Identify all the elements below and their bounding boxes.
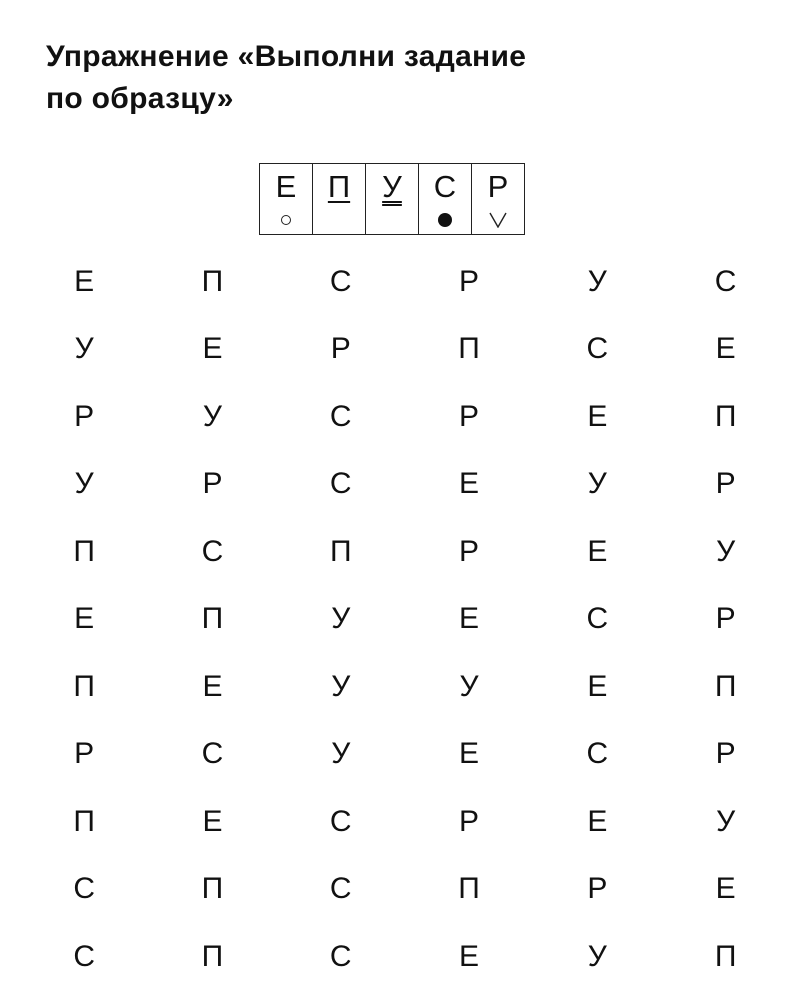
letter-grid [20,248,790,991]
key-letter: Е [275,169,297,204]
grid-letter[interactable]: П [201,602,224,636]
grid-letter[interactable]: С [714,264,737,298]
grid-letter[interactable]: У [331,737,351,771]
grid-letter[interactable]: Е [715,332,736,366]
grid-letter[interactable]: Е [459,939,480,973]
grid-letter[interactable]: С [73,939,95,973]
grid-letter[interactable]: Е [715,872,736,906]
grid-letter[interactable]: Р [330,332,351,366]
checkmark-icon [489,212,507,228]
grid-letter[interactable]: У [716,534,736,568]
sample-key-table [259,163,525,235]
grid-letter[interactable]: Е [74,264,95,298]
grid-letter[interactable]: С [201,737,224,771]
letter-row [20,451,790,519]
grid-letter[interactable]: П [73,534,95,568]
grid-letter[interactable]: У [587,264,607,298]
grid-letter[interactable]: П [201,264,224,298]
grid-letter[interactable]: Р [587,872,608,906]
exercise-title [46,36,726,120]
grid-letter[interactable]: Р [459,534,480,568]
grid-letter[interactable]: С [329,804,352,838]
letter-row [20,316,790,384]
grid-letter[interactable]: Е [587,534,608,568]
grid-letter[interactable]: Р [715,737,736,771]
letter-row [20,856,790,924]
key-letter: Р [487,169,509,204]
letter-row [20,518,790,586]
grid-letter[interactable]: Е [202,669,223,703]
grid-letter[interactable]: Р [202,467,223,501]
grid-letter[interactable]: П [73,804,95,838]
grid-letter[interactable]: П [201,872,224,906]
grid-letter[interactable]: Р [74,399,95,433]
letter-row [20,383,790,451]
grid-letter[interactable]: П [458,872,480,906]
grid-letter[interactable]: Р [715,467,736,501]
grid-letter[interactable]: С [329,872,352,906]
circle-filled-icon [438,213,452,227]
key-cell [472,164,525,235]
grid-letter[interactable]: У [587,939,607,973]
grid-letter[interactable]: Р [459,264,480,298]
grid-letter[interactable]: С [73,872,95,906]
grid-letter[interactable]: Е [459,602,480,636]
letter-row [20,923,790,991]
title-line-2: по образцу» [46,82,234,115]
grid-letter[interactable]: Е [74,602,95,636]
letter-row [20,788,790,856]
grid-letter[interactable]: С [201,534,224,568]
key-cell [366,164,419,235]
grid-letter[interactable]: У [459,669,479,703]
grid-letter[interactable]: С [586,737,609,771]
grid-letter[interactable]: У [331,669,351,703]
grid-letter[interactable]: П [201,939,224,973]
key-cell [313,164,366,235]
grid-letter[interactable]: Е [202,332,223,366]
key-letter: С [433,169,457,204]
grid-letter[interactable]: П [714,939,737,973]
grid-letter[interactable]: С [586,602,609,636]
title-line-1: Упражнение «Выполни задание [46,40,527,73]
letter-row [20,248,790,316]
grid-letter[interactable]: Е [587,804,608,838]
letter-row [20,653,790,721]
grid-letter[interactable]: Р [715,602,736,636]
grid-letter[interactable]: Р [459,399,480,433]
grid-letter[interactable]: С [329,939,352,973]
key-cell [419,164,472,235]
grid-letter[interactable]: У [587,467,607,501]
grid-letter[interactable]: Е [202,804,223,838]
letter-row [20,721,790,789]
grid-letter[interactable]: П [458,332,480,366]
grid-letter[interactable]: П [714,399,737,433]
grid-letter[interactable]: Р [74,737,95,771]
grid-letter[interactable]: У [202,399,222,433]
circle-open-icon [281,215,291,225]
grid-letter[interactable]: П [329,534,352,568]
grid-letter[interactable]: С [586,332,609,366]
grid-letter[interactable]: С [329,399,352,433]
grid-letter[interactable]: С [329,264,352,298]
grid-letter[interactable]: С [329,467,352,501]
grid-letter[interactable]: Е [459,467,480,501]
grid-letter[interactable]: У [74,332,94,366]
letter-row [20,586,790,654]
grid-letter[interactable]: Р [459,804,480,838]
grid-letter[interactable]: П [73,669,95,703]
grid-letter[interactable]: Е [587,399,608,433]
grid-letter[interactable]: П [714,669,737,703]
grid-letter[interactable]: У [74,467,94,501]
grid-letter[interactable]: Е [459,737,480,771]
key-letter-underlined: П [327,169,351,204]
grid-letter[interactable]: У [331,602,351,636]
key-letter-double-underlined: У [382,169,402,204]
key-cell [260,164,313,235]
grid-letter[interactable]: У [716,804,736,838]
grid-letter[interactable]: Е [587,669,608,703]
